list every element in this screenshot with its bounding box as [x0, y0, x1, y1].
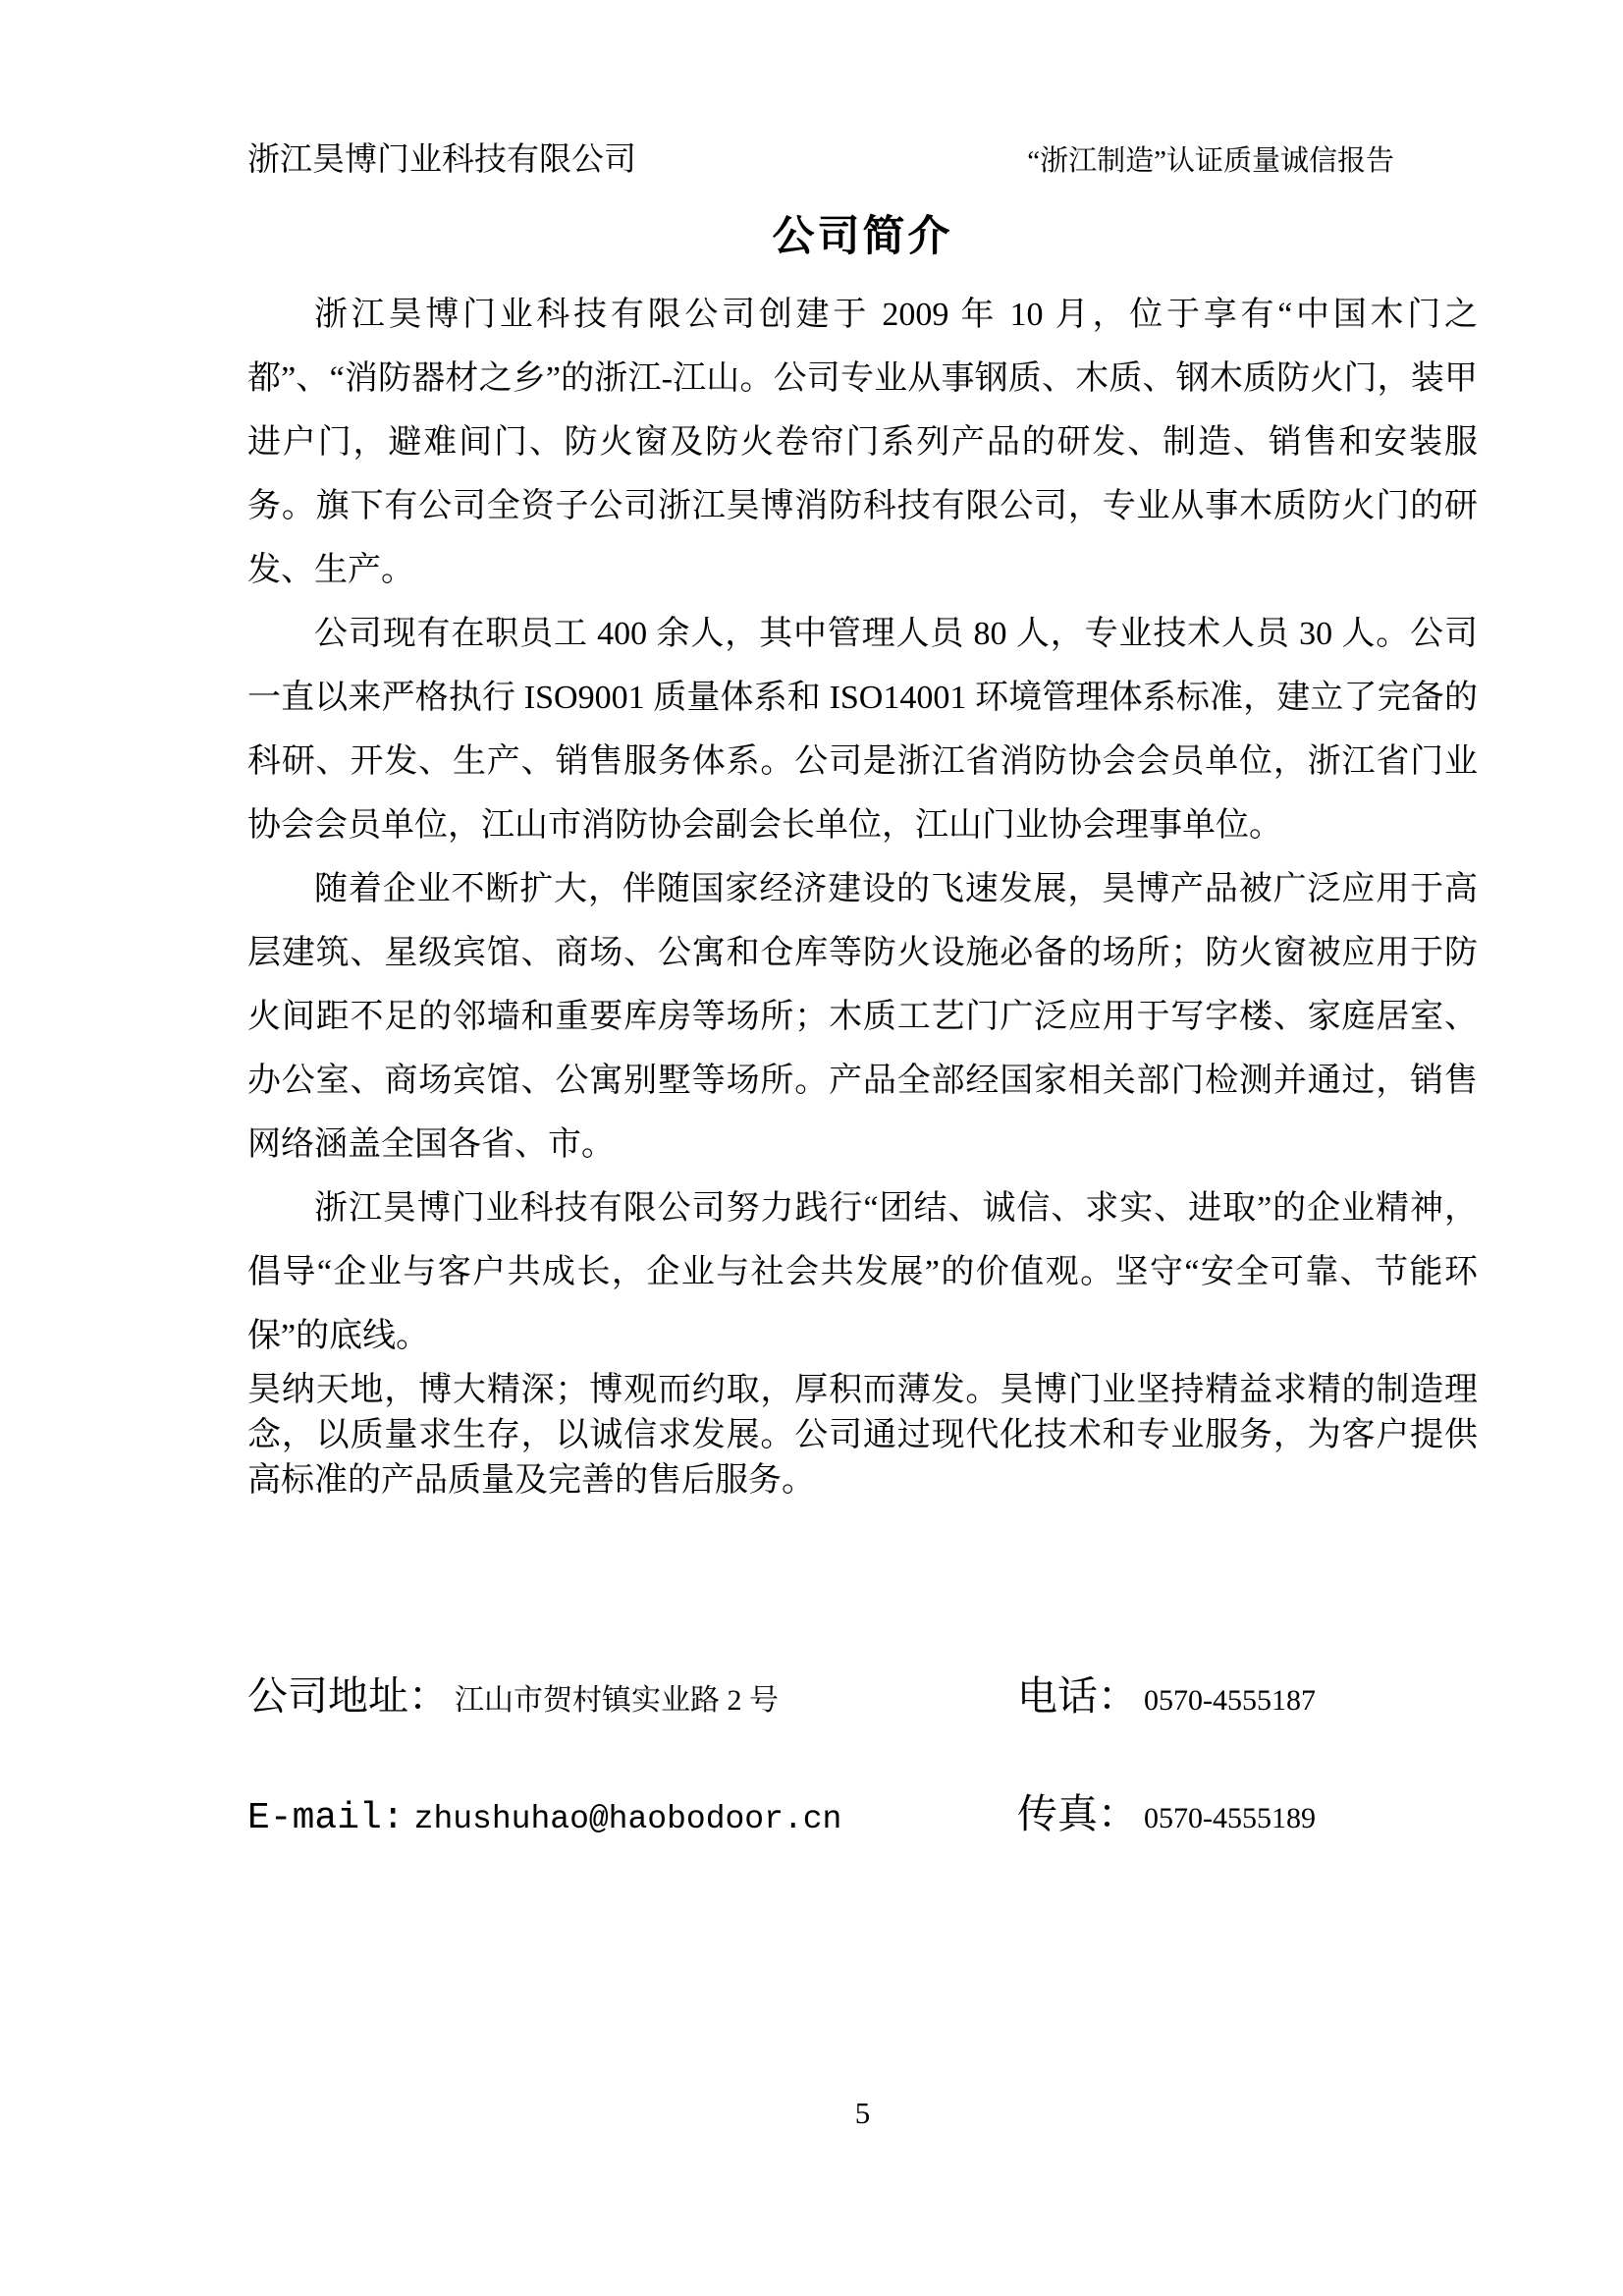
address-group — [247, 1667, 1017, 1734]
email-value: zhushuhao@haobodoor.cn — [413, 1801, 842, 1837]
address-value: 江山市贺村镇实业路 2 号 — [455, 1684, 779, 1717]
paragraph-values: 浙江昊博门业科技有限公司努力践行“团结、诚信、求实、进取”的企业精神，倡导“企业与客户共成长，企业与社会共发展”的价值观。坚守“安全可靠、节能环保”的底线。 — [247, 1190, 1478, 1354]
paragraph-founding: 浙江昊博门业科技有限公司创建于 2009 年 10 月，位于享有“中国木门之都”、“消防器材之乡”的浙江-江山。公司专业从事钢质、木质、钢木质防火门，装甲进户门，避难间门、防火窗及防火卷帘门系列产品的研发、制造、销售和安装服务。旗下有公司全资子公司浙江昊博消防科技有限公司，专业从事木质防火门的研发、生产。 — [247, 297, 1478, 588]
page-header — [247, 140, 1394, 181]
fax-label: 传真： — [1017, 1791, 1138, 1836]
phone-value: 0570-4555187 — [1144, 1684, 1316, 1717]
paragraph-staff-certifications: 公司现有在职员工 400 余人，其中管理人员 80 人，专业技术人员 30 人。公司一直以来严格执行 ISO9001 质量体系和 ISO14001 环境管理体系标准，建立了完备的科研、开发、生产、销售服务体系。公司是浙江省消防协会会员单位，浙江省门业协会会员单位，江山市消防协会副会长单位，江山门业协会理事单位。 — [247, 616, 1478, 844]
contact-section — [247, 1667, 1478, 1903]
phone-group — [1017, 1667, 1478, 1734]
paragraph-applications: 随着企业不断扩大，伴随国家经济建设的飞速发展，昊博产品被广泛应用于高层建筑、星级宾馆、商场、公寓和仓库等防火设施必备的场所；防火窗被应用于防火间距不足的邻墙和重要库房等场所；木质工艺门广泛应用于写字楼、家庭居室、办公室、商场宾馆、公寓别墅等场所。产品全部经国家相关部门检测并通过，销售网络涵盖全国各省、市。 — [247, 871, 1478, 1163]
contact-row-address-phone — [247, 1667, 1478, 1734]
paragraph-motto: 昊纳天地，博大精深；博观而约取，厚积而薄发。昊博门业坚持精益求精的制造理念，以质量求生存，以诚信求发展。公司通过现代化技术和专业服务，为客户提供高标准的产品质量及完善的售后服务。 — [247, 1372, 1478, 1499]
fax-group — [1017, 1785, 1478, 1852]
fax-value: 0570-4555189 — [1144, 1802, 1316, 1834]
contact-row-email-fax — [247, 1785, 1478, 1852]
page-title: 公司简介 — [772, 214, 953, 260]
email-group — [247, 1790, 1017, 1852]
document-body — [247, 283, 1478, 1503]
email-label: E-mail: — [247, 1797, 405, 1839]
address-label: 公司地址： — [247, 1673, 449, 1719]
header-report-title: “浙江制造”认证质量诚信报告 — [1027, 145, 1394, 177]
page-number: 5 — [854, 2096, 871, 2130]
phone-label: 电话： — [1017, 1673, 1138, 1719]
header-company-name: 浙江昊博门业科技有限公司 — [247, 142, 636, 178]
